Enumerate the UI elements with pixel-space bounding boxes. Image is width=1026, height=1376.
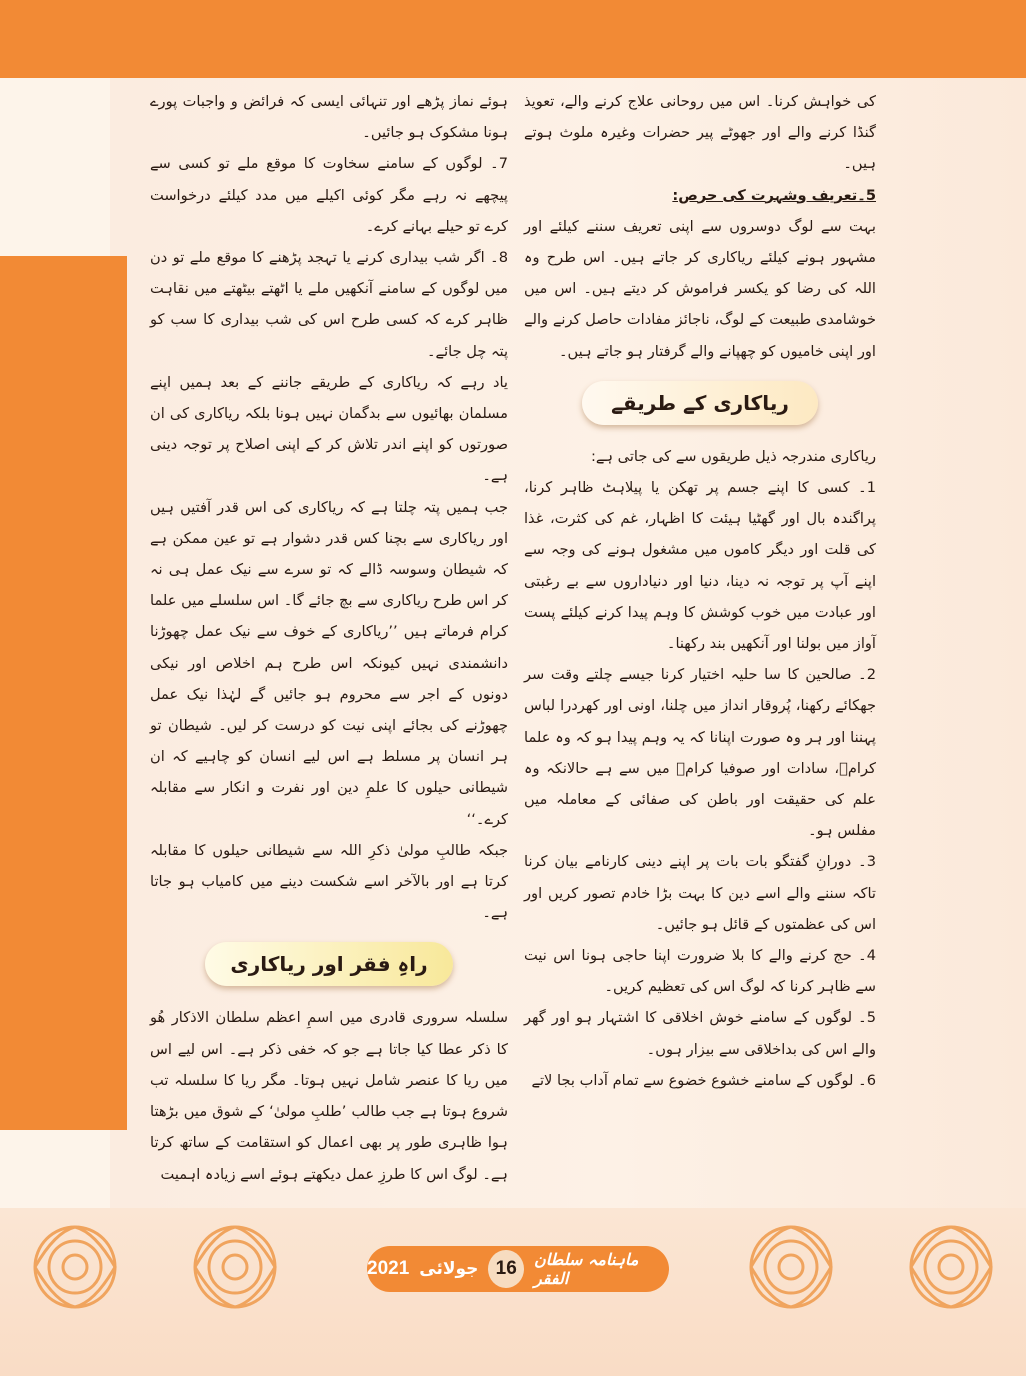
paragraph: جبکہ طالبِ مولیٰ ذکرِ اللہ سے شیطانی حیلوں کا مقابلہ کرتا ہے اور بالآخر اسے شکست دینے میں کامیاب ہو جاتا ہے۔ — [150, 841, 508, 922]
right-column — [524, 86, 876, 1096]
paragraph: کی خواہش کرنا۔ اس میں روحانی علاج کرنے والے، تعویذ گنڈا کرنے والے اور جھوٹے پیر حضرات وغیرہ ملوث ہوتے ہیں۔ — [524, 93, 876, 173]
list-item: 2۔ صالحین کا سا حلیہ اختیار کرنا جیسے چلتے وقت سر جھکائے رکھنا، پُروقار انداز میں چلنا، اونی اور کھردرا لباس پہننا اور ہر وہ صورت اپنانا کہ یہ وہم پیدا ہو کہ وہ علما کرامؒ، سادات اور صوفیا کرامؒ میں سے ہے حالانکہ وہ علم کی حقیقت اور باطن کی صفائی کے معاملہ میں مفلس ہو۔ — [524, 666, 876, 840]
section-title-path-of-faqr: راہِ فقر اور ریاکاری — [205, 942, 453, 986]
paragraph-intro: ریاکاری مندرجہ ذیل طریقوں سے کی جاتی ہے: — [591, 447, 876, 465]
page-number: 16 — [488, 1250, 524, 1288]
left-ornament-icon — [180, 1212, 290, 1322]
paragraph: جب ہمیں پتہ چلتا ہے کہ ریاکاری کی اس قدر آفتیں ہیں اور ریاکاری سے بچنا کس قدر دشوار ہے تو عین ممکن ہے کہ شیطان وسوسہ ڈالے کہ تو سرے سے نیک عمل ہی نہ کر اس طرح ریاکاری سے بچ جائے گا۔ اس سلسلے میں علما کرام فرماتے ہیں ’’ریاکاری کے خوف سے نیک عمل چھوڑنا دانشمندی نہیں کیونکہ اس طرح ہم اخلاص اور نیکی دونوں کے اجر سے محروم ہو جائیں گے لہٰذا نیک عمل چھوڑنے کی بجائے اپنی نیت کو درست کر لیں۔ شیطان تو ہر انسان پر مسلط ہے اس لیے انسان کو چاہیے کہ ان شیطانی حیلوں کا علمِ دین اور نفرت و انکار سے مقابلہ کرے۔‘‘ — [150, 498, 508, 828]
list-item: 1۔ کسی کا اپنے جسم پر تھکن یا پیلاہٹ ظاہر کرنا، پراگندہ بال اور گھٹیا ہیئت کا اظہار، غم کی کثرت، غذا کی قلت اور دیگر کاموں میں مشغول ہونے کی وجہ سے اپنے آپ پر توجہ نہ دینا، دنیا اور دنیاداروں سے بے رغبتی اور عبادت میں خوب کوشش کا وہم پیدا کرنے کیلئے پست آواز میں بولنا اور آنکھیں بند رکھنا۔ — [524, 479, 876, 653]
left-column — [150, 86, 508, 1190]
right-ornament-icon — [736, 1212, 846, 1322]
list-item: 6۔ لوگوں کے سامنے خشوع خضوع سے تمام آداب بجا لاتے — [531, 1071, 876, 1089]
list-item: 4۔ حج کرنے والے کا بلا ضرورت اپنا حاجی ہونا اس نیت سے ظاہر کرنا کہ لوگ اس کی تعظیم کریں۔ — [524, 947, 876, 996]
left-ornament-icon — [20, 1212, 130, 1322]
section-title-riyakari-methods: ریاکاری کے طریقے — [582, 381, 818, 425]
footer-year: 2021 — [367, 1258, 410, 1279]
magazine-title: ماہنامہ سلطان الفقر — [533, 1250, 639, 1288]
list-item: 8۔ اگر شب بیداری کرنے یا تہجد پڑھنے کا موقع ملے تو دن میں لوگوں کے سامنے آنکھیں ملے یا اٹھتے بیٹھتے میں نقاہت ظاہر کرے کہ کسی طرح اس کی شب بیداری کا سب کو پتہ چل جائے۔ — [150, 249, 508, 360]
paragraph: یاد رہے کہ ریاکاری کے طریقے جاننے کے بعد ہمیں اپنے مسلمان بھائیوں سے بدگمان نہیں ہونا بلکہ ریاکاری کی ان صورتوں کو اپنے اندر تلاش کر کے اپنی اصلاح پر توجہ دینی ہے۔ — [150, 373, 508, 485]
paragraph: بہت سے لوگ دوسروں سے اپنی تعریف سننے کیلئے اور مشہور ہونے کیلئے ریاکاری کر جاتے ہیں۔ اس طرح وہ اللہ کی رضا کو یکسر فراموش کر دیتے ہیں۔ اس میں خوشامدی طبیعت کے لوگ، ناجائز مفادات حاصل کرنے والے اور اپنی خامیوں کو چھپانے والے گرفتار ہو جاتے ہیں۔ — [524, 217, 876, 360]
list-item: 5۔ لوگوں کے سامنے خوش اخلاقی کا اشتہار ہو اور گھر والے اس کی بداخلاقی سے بیزار ہوں۔ — [524, 1009, 876, 1058]
footer-pill — [367, 1246, 669, 1292]
footer-band — [0, 1208, 1026, 1376]
list-item: 3۔ دورانِ گفتگو بات بات پر اپنے دینی کارنامے بیان کرنا تاکہ سننے والے اسے دین کا بہت بڑا خادم تصور کریں اور اس کی عظمتوں کے قائل ہو جائیں۔ — [524, 853, 876, 933]
list-item: 7۔ لوگوں کے سامنے سخاوت کا موقع ملے تو کسی سے پیچھے نہ رہے مگر کوئی اکیلے میں مدد کیلئے درخواست کرے تو حیلے بہانے کرے۔ — [150, 155, 508, 235]
left-orange-bar — [0, 256, 127, 1130]
heading-praise-fame: 5۔تعریف وشہرت کی حرص: — [672, 186, 876, 204]
paragraph: سلسلہ سروری قادری میں اسمِ اعظم سلطان الاذکار ھُو کا ذکر عطا کیا جاتا ہے جو کہ خفی ذکر ہے۔ اس لیے اس میں ریا کا عنصر شامل نہیں ہوتا۔ مگر ریا کا سلسلہ تب شروع ہوتا ہے جب طالب ’طلبِ مولیٰ‘ کے شوق میں بڑھتا ہوا ظاہری طور پر بھی اعمال کو استقامت کے ساتھ کرتا ہے۔ لوگ اس کا طرزِ عمل دیکھتے ہوئے اسے زیادہ اہمیت — [150, 1009, 508, 1183]
paragraph: ہوئے نماز پڑھے اور تنہائی ایسی کہ فرائض و واجبات پورے ہونا مشکوک ہو جائیں۔ — [150, 93, 508, 142]
top-orange-band — [0, 0, 1026, 78]
footer-month: جولائی — [419, 1259, 479, 1279]
right-ornament-icon — [896, 1212, 1006, 1322]
